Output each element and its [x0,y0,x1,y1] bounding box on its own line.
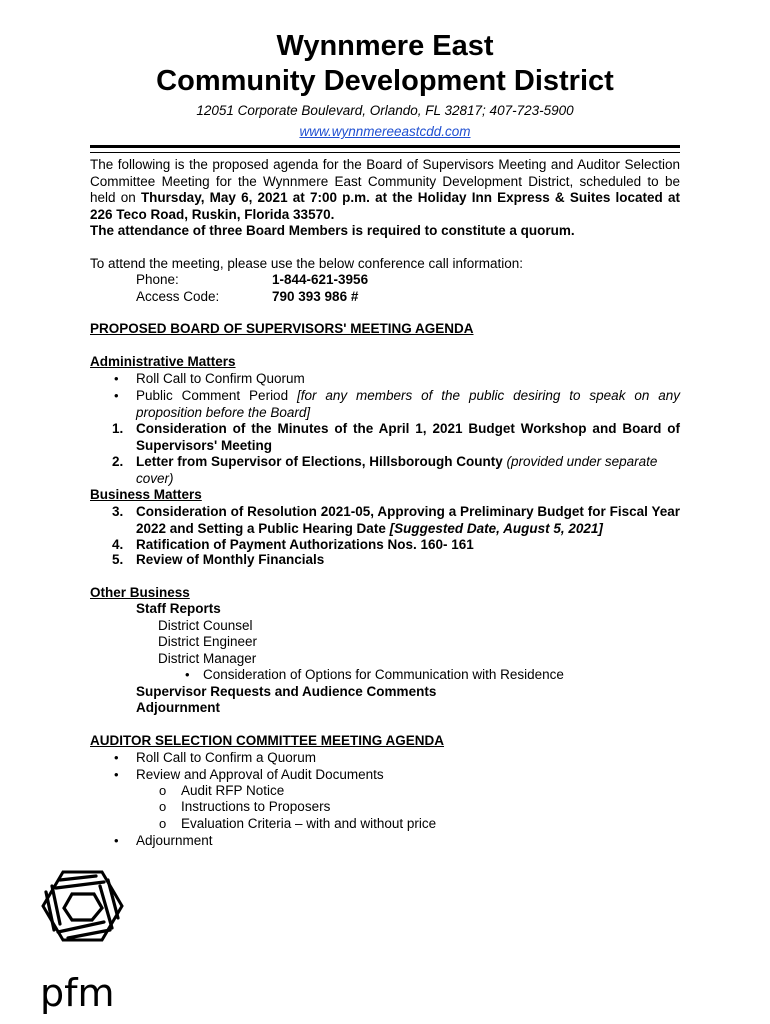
supervisor-requests-item: Supervisor Requests and Audience Comments [136,684,437,699]
payment-ratification-item: Ratification of Payment Authorizations Nos. 160- 161 [136,537,474,552]
intro-connector: at the [369,190,418,205]
bullet-icon: • [114,833,119,848]
district-counsel-item: District Counsel [158,618,253,633]
audit-rfp-notice-item: Audit RFP Notice [181,783,285,798]
staff-reports-heading: Staff Reports [136,601,221,616]
district-website-link[interactable]: www.wynnmereeastcdd.com [299,124,471,139]
other-business-heading: Other Business [90,585,190,600]
header-rule-thin [90,152,680,153]
bos-adjournment-item: Adjournment [136,700,220,715]
roll-call-item: Roll Call to Confirm Quorum [136,371,305,386]
business-matters-heading: Business Matters [90,487,202,502]
public-comment-note: [for any members of the public desiring to speak on any proposition before the Board] [136,388,680,420]
access-code-label: Access Code: [136,289,220,304]
item-number-3: 3. [112,504,124,519]
phone-label: Phone: [136,272,179,287]
monthly-financials-item: Review of Monthly Financials [136,552,325,567]
asc-adjournment-item: Adjournment [136,833,213,848]
public-comment-label: Public Comment Period [136,388,297,403]
sub-bullet-icon: o [159,799,167,814]
bullet-icon: • [114,388,119,403]
access-code-value: 790 393 986 # [272,289,359,304]
minutes-consideration-item: Consideration of the Minutes of the April 1, 2021 Budget Workshop and Board of Supervisors' Meeting [136,421,680,453]
intro-paragraph [90,157,680,240]
pfm-logo [38,868,128,1023]
elections-letter-note: (provided under separate cover) [136,454,658,486]
district-manager-item: District Manager [158,651,257,666]
meeting-datetime: Thursday, May 6, 2021 at 7:00 p.m. [140,190,370,205]
sub-bullet-icon: o [159,783,167,798]
pfm-logo-mark-icon [38,868,128,1018]
instructions-item: Instructions to Proposers [181,799,331,814]
item-number-1: 1. [112,421,124,436]
bullet-icon: • [114,750,119,765]
asc-agenda-heading: AUDITOR SELECTION COMMITTEE MEETING AGENDA [90,733,445,748]
sub-bullet-icon: o [159,816,167,831]
communication-options-item: Consideration of Options for Communication with Residence [203,667,564,682]
pfm-logo-text: pfm [40,971,115,1015]
header-rule-thick [90,145,680,148]
suggested-hearing-date: [Suggested Date, August 5, 2021] [389,520,603,536]
admin-matters-heading: Administrative Matters [90,354,236,369]
district-address: 12051 Corporate Boulevard, Orlando, FL 32817; 407-723-5900 [196,103,574,118]
bullet-icon: • [114,767,119,782]
bos-agenda-heading: PROPOSED BOARD OF SUPERVISORS' MEETING AGENDA [90,321,474,336]
item-number-5: 5. [112,552,124,567]
district-title-line2: Community Development District [156,65,614,97]
bullet-icon: • [114,371,119,386]
district-title-line1: Wynnmere East [276,30,494,62]
item-number-2: 2. [112,454,124,469]
district-engineer-item: District Engineer [158,634,258,649]
intro-text: The following is the proposed agenda for the Board of Supervisors Meeting and Auditor Selection Committee Meeting for the Wynnmere East Community Development District, scheduled to be held on [90,157,680,205]
audit-documents-item: Review and Approval of Audit Documents [136,767,384,782]
item-number-4: 4. [112,537,124,552]
budget-resolution-title: Consideration of Resolution 2021-05, Approving a Preliminary Budget for Fiscal Year 2022 and Setting a Public Hearing Date [136,504,680,536]
phone-number: 1-844-621-3956 [272,272,369,287]
elections-letter-item [136,454,680,487]
meeting-location: Holiday Inn Express & Suites located at 226 Teco Road, Ruskin, Florida 33570. [90,190,681,222]
quorum-note: The attendance of three Board Members is required to constitute a quorum. [90,223,575,238]
budget-resolution-item [136,504,680,537]
bullet-icon: • [185,667,190,682]
conference-intro: To attend the meeting, please use the below conference call information: [90,256,524,271]
asc-roll-call-item: Roll Call to Confirm a Quorum [136,750,317,765]
elections-letter-title: Letter from Supervisor of Elections, Hillsborough County [136,454,507,469]
evaluation-criteria-item: Evaluation Criteria – with and without price [181,816,437,831]
public-comment-item [136,388,680,421]
